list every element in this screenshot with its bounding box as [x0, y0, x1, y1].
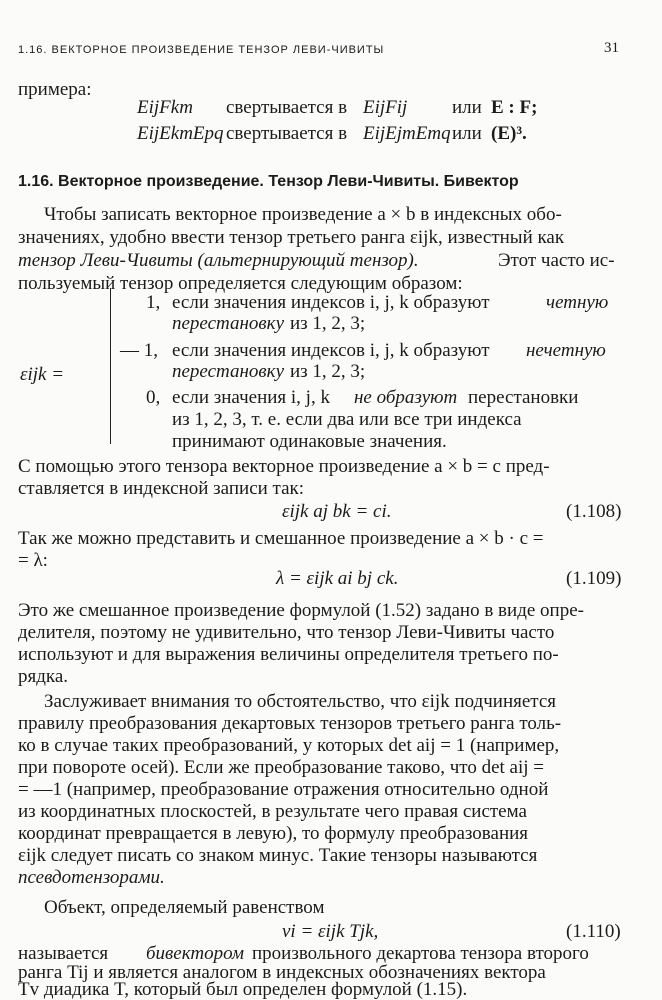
para7-italic: бивектором	[146, 943, 244, 964]
case3-line2: из 1, 2, 3, т. е. если два или все три индекса	[172, 409, 522, 430]
case2-italic2: перестановку	[172, 361, 284, 382]
para5-line3: ко в случае таких преобразований, у которых det aij = 1 (например,	[18, 735, 560, 756]
equation-1-109-label: (1.109)	[566, 568, 622, 589]
page-number: 31	[604, 40, 619, 56]
para5-line9: псевдотензорами.	[18, 867, 165, 888]
para4-line2: делителя, поэтому не удивительно, что тензор Леви-Чивиты часто	[18, 622, 555, 643]
intro-row2-right: EijEjmEmq	[363, 123, 451, 144]
para7-line1a: называется	[18, 943, 109, 964]
para2-line2: ставляется в индексной записи так:	[18, 478, 305, 499]
equation-1-108-label: (1.108)	[566, 501, 622, 522]
running-title: 1.16. ВЕКТОРНОЕ ПРОИЗВЕДЕНИЕ ТЕНЗОР ЛЕВИ-ЧИВИТЫ	[18, 44, 385, 56]
intro-row1-right: EijFij	[363, 97, 408, 118]
para1-line1: Чтобы записать векторное произведение a × b в индексных обо-	[44, 204, 562, 225]
case2-line2: из 1, 2, 3;	[290, 361, 366, 382]
intro-lead: примера:	[18, 79, 92, 100]
case3-value: 0,	[146, 387, 161, 408]
intro-row1-left: EijFkm	[137, 97, 193, 118]
para4-line1: Это же смешанное произведение формулой (1.52) задано в виде опре-	[18, 600, 584, 621]
case3-italic: не образуют	[354, 387, 458, 408]
para1-line3-rest: Этот часто ис-	[498, 250, 615, 271]
para1-line3-italic: тензор Леви-Чивиты (альтернирующий тензор).	[18, 250, 419, 271]
para5-line1: Заслуживает внимания то обстоятельство, что εijk подчиняется	[44, 691, 557, 712]
case3-line1: если значения i, j, k	[172, 387, 330, 408]
para5-line8: εijk следует писать со знаком минус. Такие тензоры называются	[18, 845, 538, 866]
para1-line4: пользуемый тензор определяется следующим образом:	[18, 273, 463, 294]
intro-row2-or: или	[452, 123, 482, 144]
case1-italic2: перестановку	[172, 313, 284, 334]
case2-value: — 1,	[120, 340, 158, 361]
para4-line3: используют и для выражения величины определителя третьего по-	[18, 644, 559, 665]
cases-brace	[110, 288, 119, 444]
case2-italic1: нечетную	[526, 340, 606, 361]
case1-value: 1,	[146, 292, 161, 313]
para7-line2: ранга Tij и является аналогом в индексных обозначениях вектора	[18, 962, 546, 983]
para5-line7: координат превращается в левую), то формулу преобразования	[18, 823, 529, 844]
intro-row2-left: EijEkmEpq	[137, 123, 224, 144]
para2-line1: С помощью этого тензора векторное произведение a × b = c пред-	[18, 456, 550, 477]
case2-line1: если значения индексов i, j, k образуют	[172, 340, 490, 361]
cases-lhs: εijk =	[20, 364, 65, 385]
para5-line4: при повороте осей). Если же преобразование таково, что det aij =	[18, 757, 545, 778]
para5-line6: из координатных плоскостей, в результате чего правая система	[18, 801, 527, 822]
intro-row1-alt: E : F;	[491, 97, 538, 118]
equation-1-110-label: (1.110)	[566, 921, 621, 942]
para7-line3: Tv диадика T, который был определен формулой (1.15).	[18, 979, 468, 1000]
para5-line5: = —1 (например, преобразование отражения относительно одной	[18, 779, 549, 800]
equation-1-109: λ = εijk ai bj ck.	[276, 568, 399, 589]
para4-line4: рядка.	[18, 666, 69, 687]
equation-1-108: εijk aj bk = ci.	[282, 501, 392, 522]
intro-row2-alt: (E)³.	[491, 123, 527, 144]
para6-line1: Объект, определяемый равенством	[44, 897, 325, 918]
case1-line1: если значения индексов i, j, k образуют	[172, 292, 490, 313]
para3-line2: = λ:	[18, 550, 48, 571]
case1-line2: из 1, 2, 3;	[290, 313, 366, 334]
case1-italic1: четную	[546, 292, 609, 313]
para5-line2: правилу преобразования декартовых тензоров третьего ранга толь-	[18, 713, 562, 734]
equation-1-110: vi = εijk Tjk,	[282, 921, 379, 942]
para3-line1: Так же можно представить и смешанное произведение a × b · c =	[18, 528, 544, 549]
para1-line2: значениях, удобно ввести тензор третьего ранга εijk, известный как	[18, 227, 565, 248]
section-title: 1.16. Векторное произведение. Тензор Леви-Чивиты. Бивектор	[18, 173, 519, 190]
intro-row1-or: или	[452, 97, 482, 118]
intro-row2-mid: свертывается в	[226, 123, 348, 144]
case3-line1b: перестановки	[468, 387, 579, 408]
intro-row1-mid: свертывается в	[226, 97, 348, 118]
para7-line1b: произвольного декартова тензора второго	[252, 943, 589, 964]
case3-line3: принимают одинаковые значения.	[172, 431, 447, 452]
